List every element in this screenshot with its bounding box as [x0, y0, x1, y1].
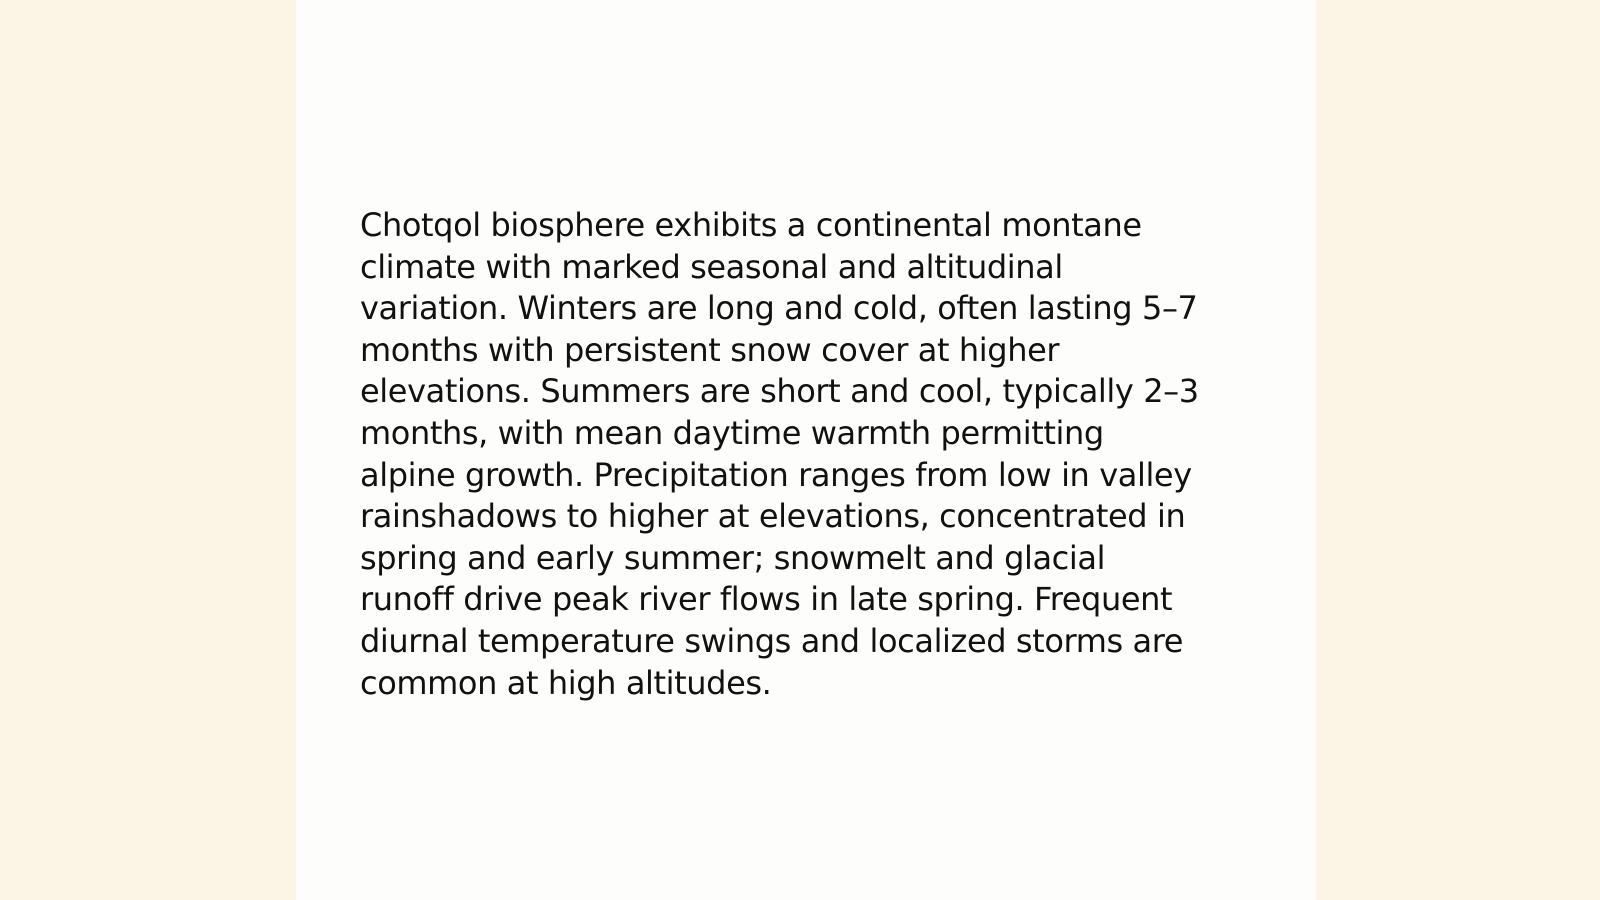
paragraph-line-2: climate with marked seasonal and altitudinal	[360, 247, 1063, 286]
paragraph-line-10: runoff drive peak river flows in late spring. Frequent	[360, 580, 1173, 619]
paragraph-line-12: common at high altitudes.	[360, 663, 772, 702]
paragraph-line-4: months with persistent snow cover at higher	[360, 330, 1060, 369]
paragraph-line-1: Chotqol biosphere exhibits a continental montane	[360, 206, 1142, 244]
climate-paragraph	[360, 205, 1240, 704]
paragraph-line-7: alpine growth. Precipitation ranges from low in valley	[360, 455, 1192, 494]
paragraph-line-11: diurnal temperature swings and localized storms are	[360, 621, 1184, 660]
paragraph-line-6: months, with mean daytime warmth permitting	[360, 413, 1104, 452]
paragraph-line-8: rainshadows to higher at elevations, concentrated in	[360, 497, 1186, 536]
paragraph-line-3: variation. Winters are long and cold, often lasting 5–7	[360, 289, 1198, 328]
paragraph-line-5: elevations. Summers are short and cool, typically 2–3	[360, 372, 1199, 411]
paragraph-line-9: spring and early summer; snowmelt and glacial	[360, 538, 1106, 577]
